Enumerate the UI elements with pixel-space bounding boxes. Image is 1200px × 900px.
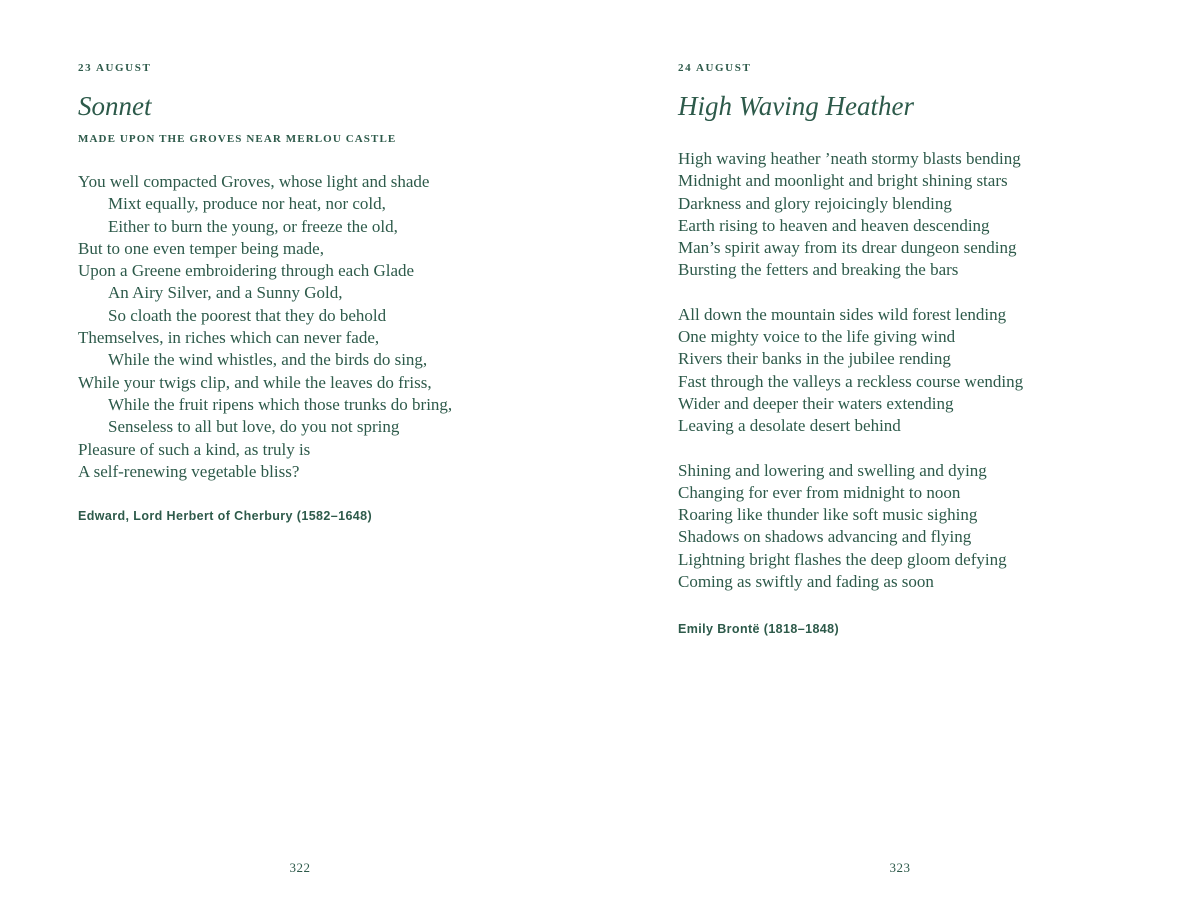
stanza xyxy=(678,460,1118,594)
stanza xyxy=(678,304,1118,438)
poem-line: Lightning bright flashes the deep gloom defying xyxy=(678,549,1007,569)
poem-line: All down the mountain sides wild forest lending xyxy=(678,304,1007,324)
poem-line: Darkness and glory rejoicingly blending xyxy=(678,193,952,213)
poem-line: Mixt equally, produce nor heat, nor cold, xyxy=(108,194,386,214)
poet-attribution: Edward, Lord Herbert of Cherbury (1582–1648) xyxy=(78,509,373,524)
poem-body xyxy=(678,148,1118,593)
poem-line: While the fruit ripens which those trunks do bring, xyxy=(108,394,453,414)
page-number: 323 xyxy=(889,860,911,875)
poem-line: Changing for ever from midnight to noon xyxy=(678,482,961,502)
poem-line: A self-renewing vegetable bliss? xyxy=(78,461,300,481)
poem-line: An Airy Silver, and a Sunny Gold, xyxy=(108,283,343,303)
poem-line: Coming as swiftly and fading as soon xyxy=(678,572,934,592)
poem-line: While your twigs clip, and while the leaves do friss, xyxy=(78,372,432,392)
poem-title: Sonnet xyxy=(78,91,152,121)
poem-line: Earth rising to heaven and heaven descending xyxy=(678,215,990,235)
poem-line: But to one even temper being made, xyxy=(78,238,324,258)
stanza xyxy=(678,148,1118,282)
poem-line: Man’s spirit away from its drear dungeon sending xyxy=(678,238,1017,258)
page-number: 322 xyxy=(289,860,311,875)
poem-line: Senseless to all but love, do you not spring xyxy=(108,417,400,437)
poem-line: Wider and deeper their waters extending xyxy=(678,393,954,413)
poem-line: Roaring like thunder like soft music sighing xyxy=(678,505,978,525)
page-left-content xyxy=(78,62,518,523)
poem-line: Midnight and moonlight and bright shining stars xyxy=(678,171,1008,191)
poem-line: Bursting the fetters and breaking the bars xyxy=(678,260,959,280)
poem-line: Upon a Greene embroidering through each Glade xyxy=(78,261,415,281)
poem-line: Themselves, in riches which can never fade, xyxy=(78,328,380,348)
poem-title: High Waving Heather xyxy=(678,91,914,121)
poem-line: High waving heather ’neath stormy blasts bending xyxy=(678,149,1021,168)
poem-line: Either to burn the young, or freeze the old, xyxy=(108,216,398,236)
date-heading: 24 AUGUST xyxy=(678,62,752,74)
poet-attribution: Emily Brontë (1818–1848) xyxy=(678,622,840,637)
poem-line: While the wind whistles, and the birds do sing, xyxy=(108,350,428,370)
poem-line: So cloath the poorest that they do behold xyxy=(108,305,387,325)
stanza xyxy=(78,171,518,483)
date-heading: 23 AUGUST xyxy=(78,62,152,74)
poem-line: Leaving a desolate desert behind xyxy=(678,416,901,436)
poem-line: Shining and lowering and swelling and dying xyxy=(678,460,987,480)
poem-line: You well compacted Groves, whose light and shade xyxy=(78,172,430,191)
poem-line: Rivers their banks in the jubilee rending xyxy=(678,349,951,369)
poem-subtitle: MADE UPON THE GROVES NEAR MERLOU CASTLE xyxy=(78,133,397,145)
poem-line: Pleasure of such a kind, as truly is xyxy=(78,439,311,459)
page-right xyxy=(600,0,1200,900)
poem-line: Fast through the valleys a reckless course wending xyxy=(678,371,1024,391)
page-right-content xyxy=(678,62,1118,636)
poem-body xyxy=(78,171,518,483)
poem-line: One mighty voice to the life giving wind xyxy=(678,327,956,347)
poem-line: Shadows on shadows advancing and flying xyxy=(678,527,972,547)
